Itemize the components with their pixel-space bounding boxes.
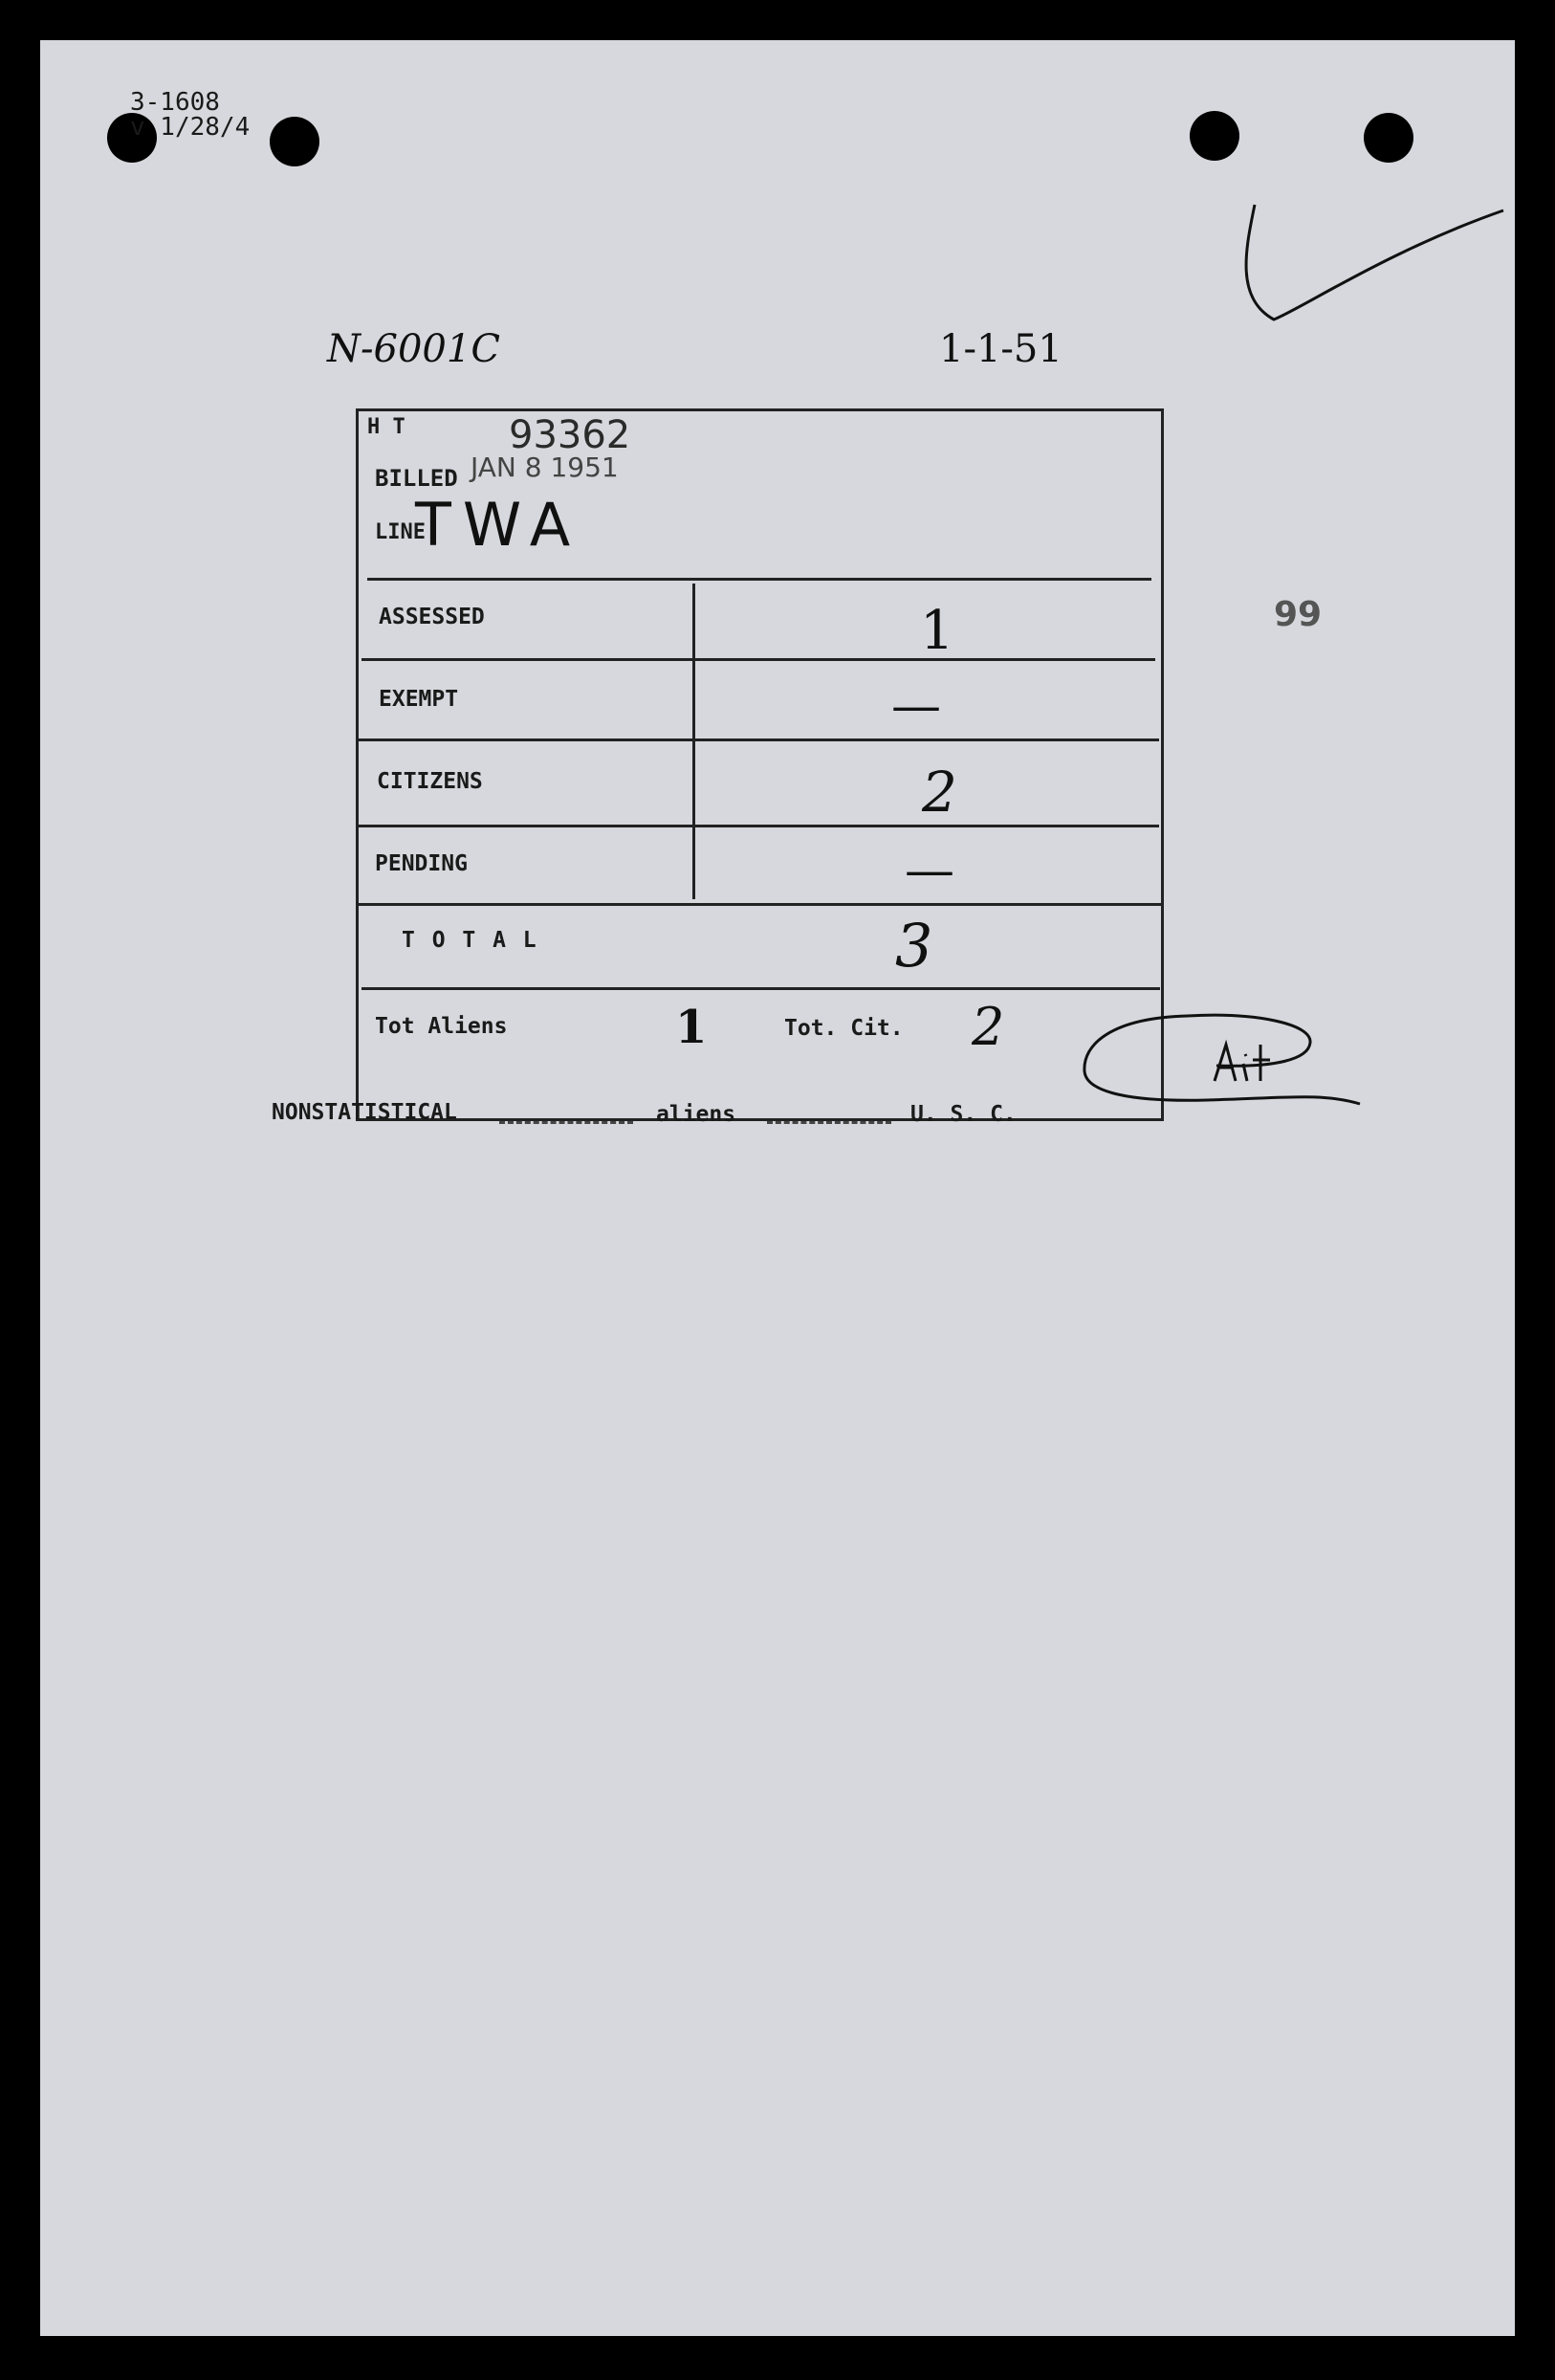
row-value-assessed: 1 [920,600,954,662]
billed-date: JAN 8 1951 [471,452,619,483]
total-value: 3 [895,911,933,981]
row-value-exempt: — [891,677,941,735]
row-label-pending: PENDING [375,851,468,876]
tot-aliens-value: 1 [675,1001,708,1054]
ht-label: H T [367,415,405,439]
line-label: LINE [375,520,426,544]
divider-row-5 [361,987,1160,990]
billed-label: BILLED [375,465,458,492]
punch-hole-top-left-2 [270,117,319,166]
tot-aliens-label: Tot Aliens [375,1014,508,1039]
row-label-citizens: CITIZENS [377,769,483,794]
column-divider [692,584,695,899]
nonstatistical-blank [499,1121,633,1124]
initials-signature [1073,997,1398,1121]
date: 1-1-51 [939,327,1062,371]
row-value-pending: — [905,842,954,899]
file-number: N-6001C [327,327,500,371]
punch-hole-top-right-2 [1364,113,1413,163]
punch-hole-top-right-1 [1190,111,1239,161]
nonstatistical-label: NONSTATISTICAL [272,1100,457,1125]
line-value: TWA [415,490,582,560]
row-label-assessed: ASSESSED [379,605,485,629]
form-number: 3-1608 [130,88,220,117]
row-value-citizens: 2 [922,760,957,825]
total-label: T O T A L [402,928,538,953]
divider-top [367,578,1151,581]
usc-label: U. S. C. [910,1102,1017,1127]
ht-number: 93362 [509,413,631,457]
document-page [40,40,1515,2336]
divider-row-3 [356,825,1159,827]
aliens-label: aliens [656,1102,736,1127]
tot-cit-value: 2 [972,997,1005,1057]
aliens-blank [767,1121,891,1124]
checkmark-icon [1236,165,1522,337]
side-number: 99 [1274,595,1323,634]
row-label-exempt: EXEMPT [379,687,459,712]
form-revision: v 1/28/4 [130,113,251,142]
divider-row-4 [356,903,1164,906]
divider-row-1 [361,658,1155,661]
tot-cit-label: Tot. Cit. [784,1016,904,1041]
divider-row-2 [356,738,1159,741]
